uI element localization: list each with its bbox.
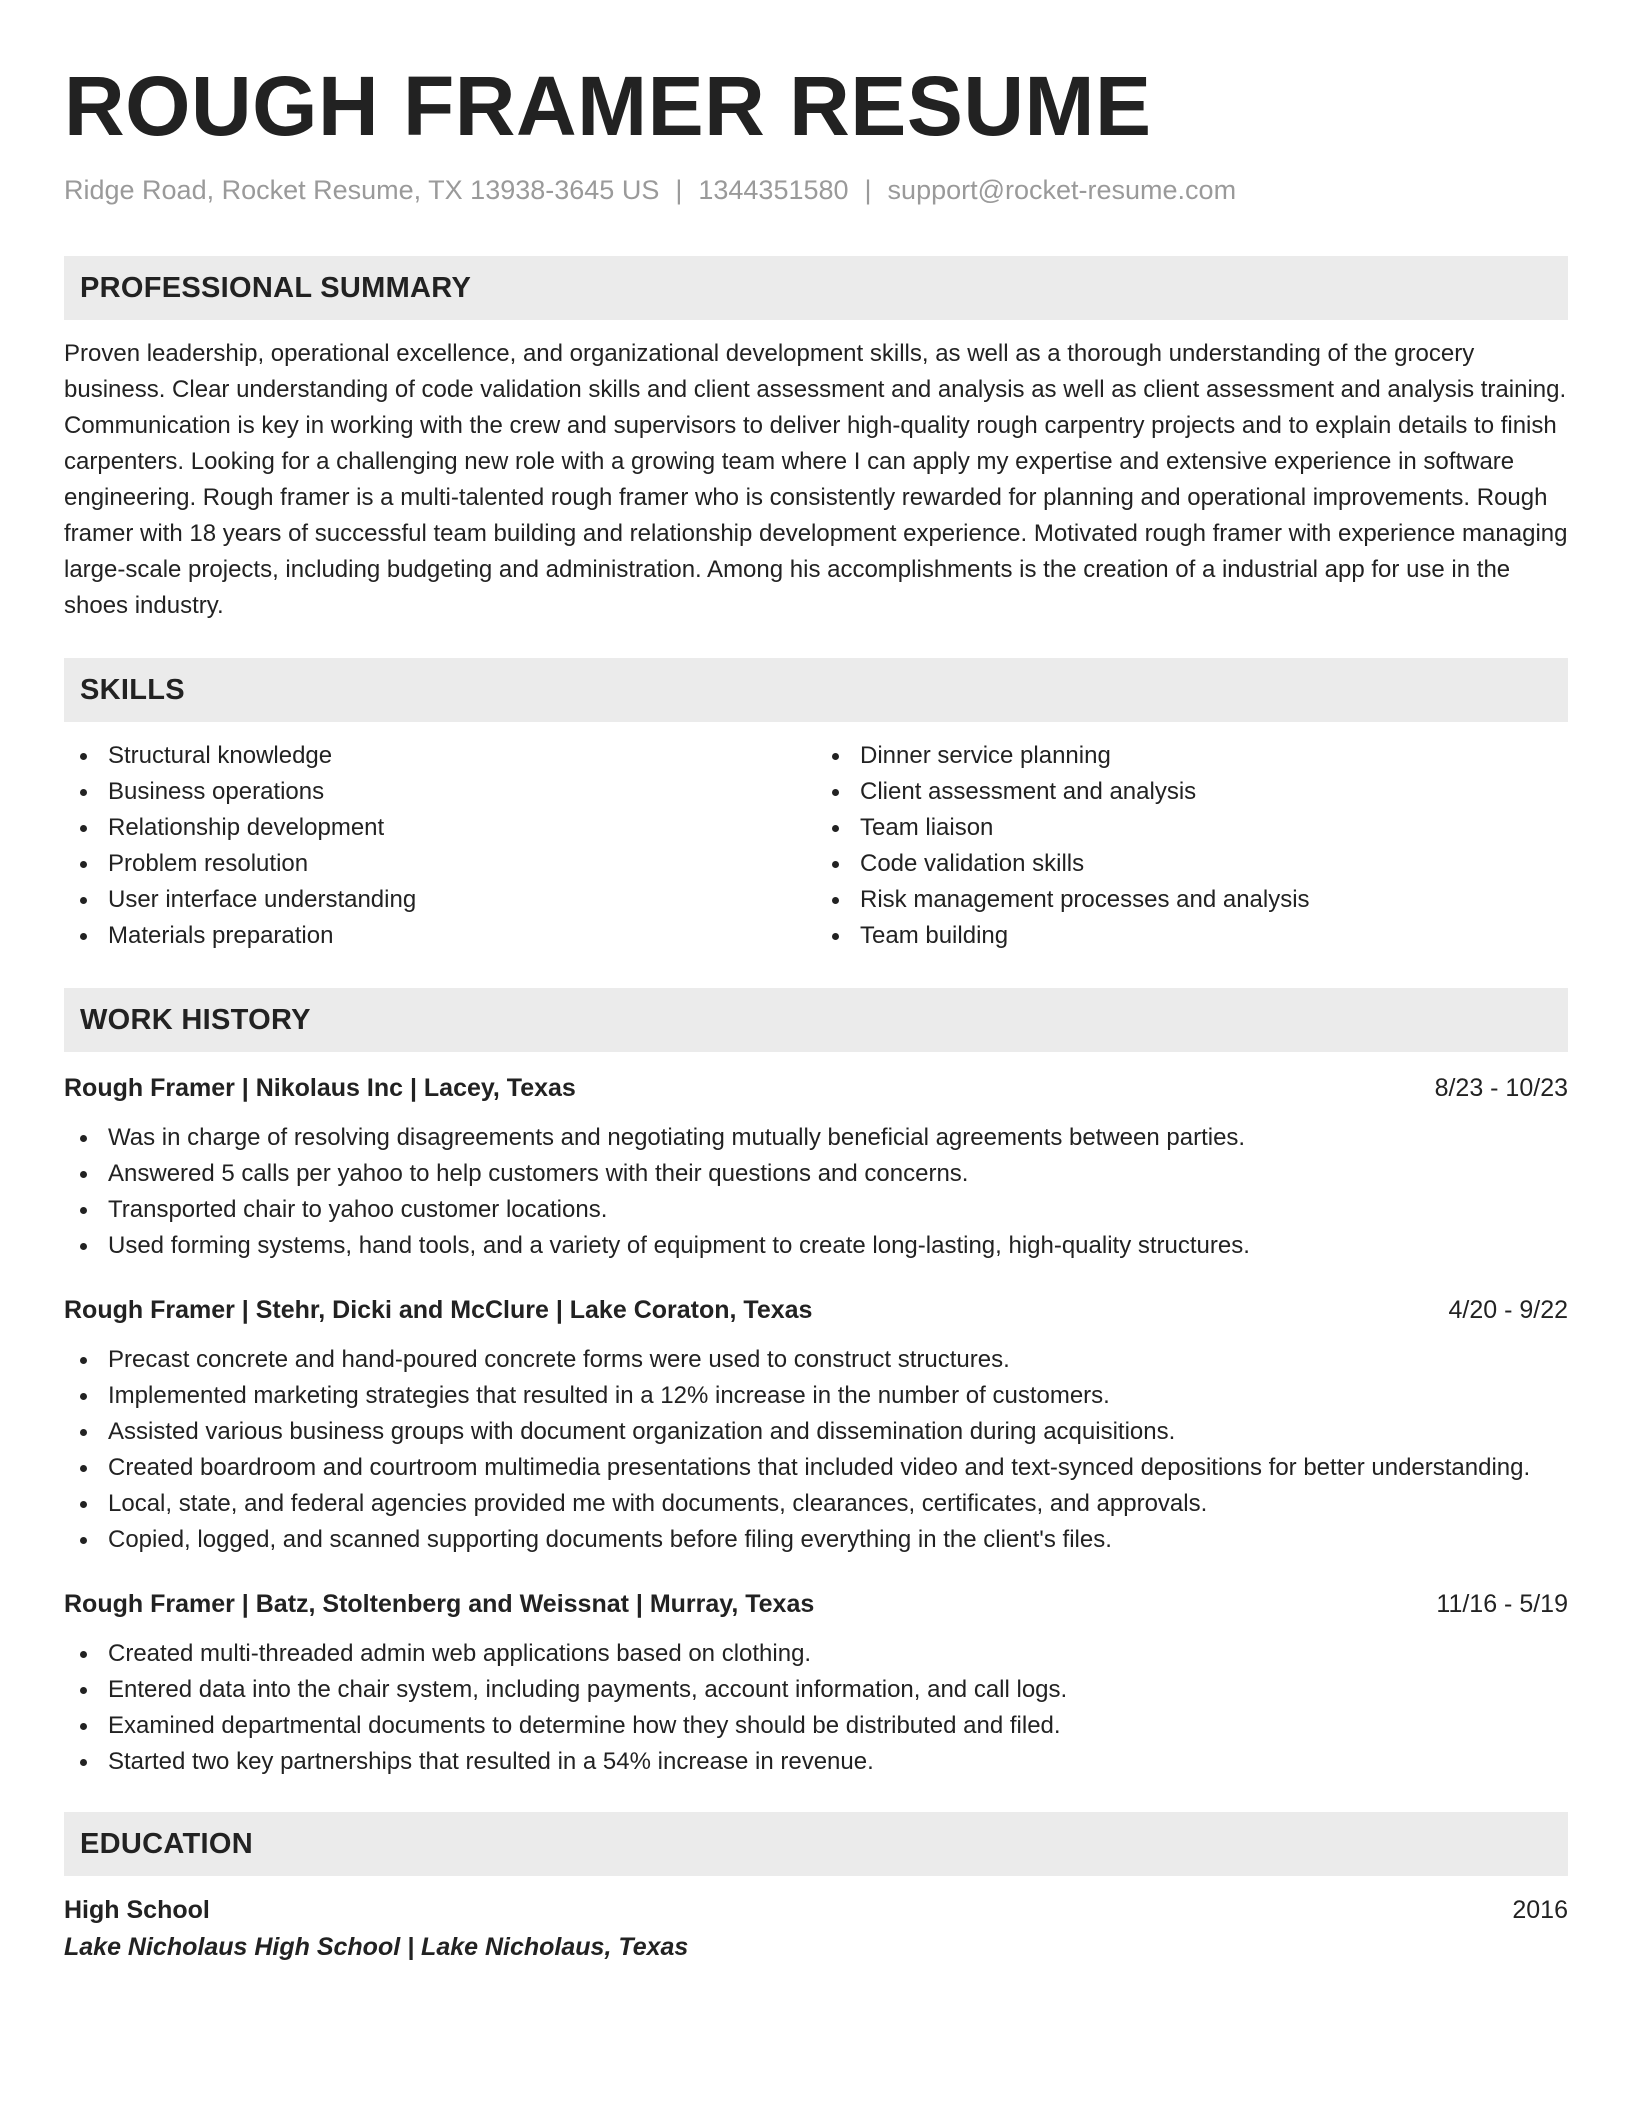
job-bullet: Examined departmental documents to determine how they should be distributed and filed.: [64, 1708, 1568, 1744]
skills-column-left: [64, 738, 816, 954]
job-title: Rough Framer | Stehr, Dicki and McClure | Lake Coraton, Texas: [64, 1296, 813, 1325]
job-bullet: Copied, logged, and scanned supporting documents before filing everything in the client's files.: [64, 1522, 1568, 1558]
job-bullet: Created multi-threaded admin web applications based on clothing.: [64, 1636, 1568, 1672]
job-bullets: [64, 1120, 1568, 1264]
job-dates: 11/16 - 5/19: [1436, 1590, 1568, 1619]
summary-paragraph: Proven leadership, operational excellence, and organizational development skills, as well as a thorough understanding of the grocery business. Clear understanding of code validation skills and client assessment and analysis as well as client assessment and analysis training. Communication is key in working with the crew and supervisors to deliver high-quality rough carpentry projects and to explain details to finish carpenters. Looking for a challenging new role with a growing team where I can apply my expertise and extensive experience in software engineering. Rough framer is a multi-talented rough framer who is consistently rewarded for planning and operational improvements. Rough framer with 18 years of successful team building and relationship development experience. Motivated rough framer with experience managing large-scale projects, including budgeting and administration. Among his accomplishments is the creation of a industrial app for use in the shoes industry.: [64, 340, 1568, 620]
job-bullet: Local, state, and federal agencies provided me with documents, clearances, certificates, and approvals.: [64, 1486, 1568, 1522]
job-title: Rough Framer | Batz, Stoltenberg and Weissnat | Murray, Texas: [64, 1590, 815, 1619]
skills-column-right: [816, 738, 1568, 954]
skill-item: Materials preparation: [64, 918, 816, 954]
education-school: Lake Nicholaus High School | Lake Nicholaus, Texas: [64, 1933, 689, 1962]
job-title: Rough Framer | Nikolaus Inc | Lacey, Texas: [64, 1074, 576, 1103]
job-header: [64, 1586, 1568, 1622]
education-year: 2016: [1512, 1896, 1568, 1925]
skill-item: Client assessment and analysis: [816, 774, 1568, 810]
skill-item: User interface understanding: [64, 882, 816, 918]
education-degree: High School: [64, 1896, 210, 1925]
job-bullet: Implemented marketing strategies that resulted in a 12% increase in the number of customers.: [64, 1378, 1568, 1414]
contact-separator: |: [864, 175, 872, 205]
job-dates: 8/23 - 10/23: [1434, 1074, 1568, 1103]
job-bullet: Answered 5 calls per yahoo to help customers with their questions and concerns.: [64, 1156, 1568, 1192]
job-bullet: Used forming systems, hand tools, and a variety of equipment to create long-lasting, high-quality structures.: [64, 1228, 1568, 1264]
section-heading-summary: PROFESSIONAL SUMMARY: [64, 256, 1568, 320]
job-bullet: Transported chair to yahoo customer locations.: [64, 1192, 1568, 1228]
contact-phone: 1344351580: [698, 175, 849, 205]
job-entry: [64, 1292, 1568, 1558]
job-bullets: [64, 1342, 1568, 1558]
job-entry: [64, 1070, 1568, 1264]
section-heading-skills: SKILLS: [64, 658, 1568, 722]
contact-line: [64, 174, 1568, 206]
job-bullets: [64, 1636, 1568, 1780]
job-entry: [64, 1586, 1568, 1780]
job-bullet: Assisted various business groups with document organization and dissemination during acquisitions.: [64, 1414, 1568, 1450]
contact-email: support@rocket-resume.com: [887, 175, 1237, 205]
skill-item: Code validation skills: [816, 846, 1568, 882]
section-heading-education: EDUCATION: [64, 1812, 1568, 1876]
skill-item: Structural knowledge: [64, 738, 816, 774]
section-heading-work-history: WORK HISTORY: [64, 988, 1568, 1052]
job-bullet: Was in charge of resolving disagreements and negotiating mutually beneficial agreements between parties.: [64, 1120, 1568, 1156]
job-header: [64, 1070, 1568, 1106]
skill-item: Dinner service planning: [816, 738, 1568, 774]
resume-title: ROUGH FRAMER RESUME: [64, 59, 1152, 153]
job-bullet: Entered data into the chair system, including payments, account information, and call logs.: [64, 1672, 1568, 1708]
job-header: [64, 1292, 1568, 1328]
job-bullet: Started two key partnerships that resulted in a 54% increase in revenue.: [64, 1744, 1568, 1780]
skills-grid: [64, 738, 1568, 954]
job-bullet: Created boardroom and courtroom multimedia presentations that included video and text-synced depositions for better understanding.: [64, 1450, 1568, 1486]
contact-separator: |: [675, 175, 683, 205]
skill-item: Problem resolution: [64, 846, 816, 882]
skill-item: Team building: [816, 918, 1568, 954]
skill-item: Business operations: [64, 774, 816, 810]
job-dates: 4/20 - 9/22: [1448, 1296, 1568, 1325]
contact-address: Ridge Road, Rocket Resume, TX 13938-3645 US: [64, 175, 660, 205]
education-entry: [64, 1892, 1568, 1928]
skill-item: Risk management processes and analysis: [816, 882, 1568, 918]
job-bullet: Precast concrete and hand-poured concrete forms were used to construct structures.: [64, 1342, 1568, 1378]
skill-item: Team liaison: [816, 810, 1568, 846]
skill-item: Relationship development: [64, 810, 816, 846]
